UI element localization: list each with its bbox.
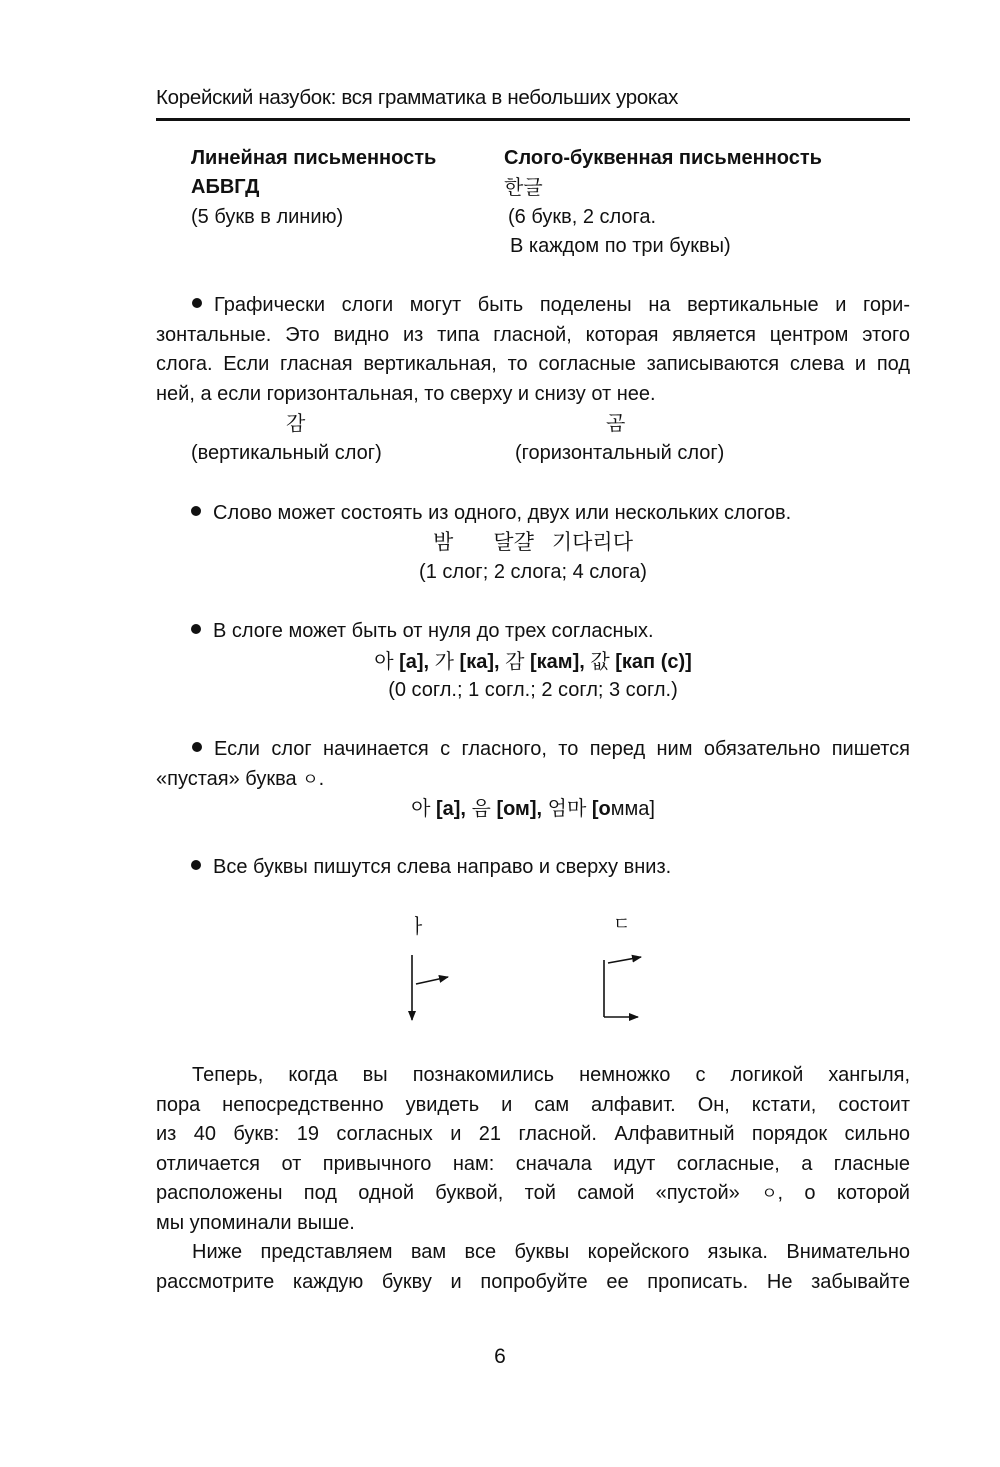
vertical-syllable-caption: (вертикальный слог) [191,442,382,464]
korean-syllable: 감 [505,649,525,673]
bullet-consonant-count [191,617,654,647]
linear-writing-heading: Линейная письменность [191,147,437,169]
stroke-order-diagram [380,900,680,1040]
transcription: [кам], [530,651,585,673]
word-examples-caption: (1 слог; 2 слога; 4 слога) [419,561,647,583]
transcription: [о [591,798,611,820]
korean-syllable: 음 [471,796,491,820]
linear-writing-example: АБВГД [191,176,260,198]
transcription: [ка], [459,651,500,673]
transcription: [а], [435,798,466,820]
word-example: 밤 [432,530,454,554]
transcription: [кап (с)] [615,651,692,673]
consonant-d-letter: ㄷ [613,914,631,935]
vowel-a-letter: ㅏ [408,914,428,938]
bullet-text-line: Графически слоги могут быть поделены на вертикальные и гори- [214,294,910,316]
syllabic-writing-note-line2: В каждом по три буквы) [510,235,731,257]
korean-syllable: 아 [374,649,394,673]
bullet-text: Все буквы пишутся слева направо и сверху вниз. [213,856,672,878]
korean-syllable: 값 [590,649,610,673]
paragraph-line: рассмотрите каждую букву и попробуйте ее прописать. Не забывайте [156,1270,910,1293]
bullet-text: Слово может состоять из одного, двух или нескольких слогов. [213,502,792,524]
bullet-icon [192,742,202,752]
period: . [318,767,325,790]
bullet-vertical-horizontal [156,291,910,409]
paragraph-line: мы упоминали выше. [156,1211,355,1234]
paragraph-line: Теперь, когда вы познакомились немножко с логикой хангыля, [192,1064,910,1086]
bullet-text-line: зонтальные. Это видно из типа гласной, которая является центром этого [156,323,910,346]
bullet-text-line: слога. Если гласная вертикальная, то согласные записываются слева и под [156,353,910,375]
bullet-text: В слоге может быть от нуля до трех согласных. [213,620,654,642]
bullet-icon [191,860,201,870]
horizontal-syllable-example: 곰 [606,411,626,435]
paragraph-line: пора непосредственно увидеть и сам алфавит. Он, кстати, состоит [156,1093,910,1116]
transcription: [ом], [496,798,543,820]
linear-writing-note: (5 букв в линию) [191,206,344,228]
paragraph-alphabet-intro [156,1061,910,1238]
bullet-icon [191,624,201,634]
word-example: 기다리다 [551,530,634,554]
paragraph-line: расположены под одной буквой, той самой «пустой» [156,1182,740,1204]
vertical-syllable-example: 감 [286,411,306,435]
korean-syllable: 가 [434,649,454,673]
page-number: 6 [494,1345,506,1368]
syllabic-writing-example: 한글 [504,175,543,199]
syllabic-writing-note-line1: (6 букв, 2 слога. [508,206,657,228]
stroke-arrows [380,900,680,1040]
top-stroke-arrow [608,957,641,963]
bullet-icon [191,506,201,516]
bullet-text-line: «пустая» буква [156,767,297,790]
bullet-empty-letter [156,735,910,794]
paragraph-line: из 40 букв: 19 согласных и 21 гласной. Алфавитный порядок сильно [156,1123,910,1145]
paragraph-letters-practice [156,1238,910,1297]
transcription-rest: мма] [610,798,655,820]
ieung-letter: ㅇ [302,769,319,790]
syllabic-writing-heading: Слого-буквенная письменность [504,147,822,169]
empty-letter-examples [156,794,910,825]
consonant-examples [156,647,910,678]
bullet-text-line: ней, а если горизонтальная, то сверху и снизу от нее. [156,382,656,405]
running-head: Корейский назубок: вся грамматика в небольших уроках [156,86,679,109]
consonant-examples-caption: (0 согл.; 1 согл.; 2 согл; 3 согл.) [388,679,678,701]
bullet-writing-direction [191,853,671,883]
header-rule [156,118,910,121]
horizontal-syllable-caption: (горизонтальный слог) [515,442,725,464]
paragraph-line: Ниже представляем вам все буквы корейского языка. Внимательно [192,1241,910,1263]
bullet-syllable-count [191,499,791,529]
bullet-text-line: Если слог начинается с гласного, то перед ним обязательно пишется [214,738,910,760]
word-examples [156,528,910,558]
paragraph-line: отличается от привычного нам: сначала идут согласные, а гласные [156,1152,910,1175]
bullet-icon [192,298,202,308]
paragraph-line-end: , о которой [777,1182,910,1204]
korean-syllable: 아 [411,796,431,820]
ieung-letter: ㅇ [761,1184,778,1204]
korean-word: 엄마 [547,796,587,820]
transcription: [а], [399,651,430,673]
right-stroke-arrow [416,977,448,984]
word-example: 달걀 [493,530,534,554]
